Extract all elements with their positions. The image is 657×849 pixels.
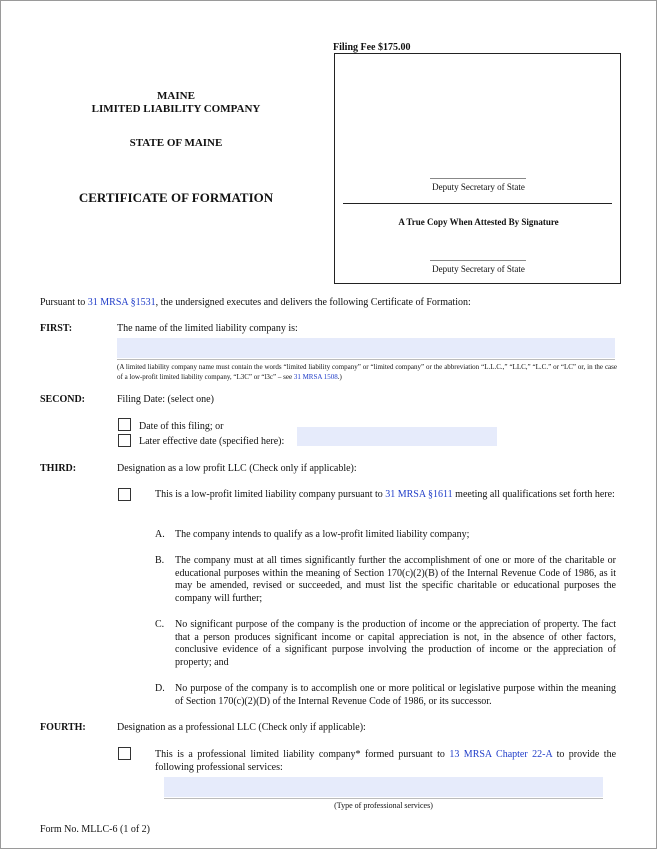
section-third-label: THIRD: — [40, 463, 77, 474]
intro-text: Pursuant to — [40, 297, 88, 308]
section-second-label: SECOND: — [40, 394, 86, 405]
section-fourth-label: FOURTH: — [40, 722, 86, 733]
intro-paragraph — [40, 297, 620, 308]
third-instruction: Designation as a low profit LLC (Check only if applicable): — [117, 463, 357, 474]
services-caption: (Type of professional services) — [334, 801, 433, 810]
date-of-filing-checkbox[interactable] — [118, 418, 131, 431]
item-d-letter: D. — [155, 683, 165, 694]
later-date-field[interactable] — [297, 427, 497, 446]
item-a-text: The company intends to qualify as a low-profit limited liability company; — [175, 529, 470, 540]
services-underline — [164, 798, 603, 799]
statute-link-1531[interactable]: 31 MRSA §1531 — [87, 297, 156, 308]
later-date-label: Later effective date (specified here): — [139, 436, 285, 447]
item-a-letter: A. — [155, 529, 165, 540]
deputy-secretary-label: Deputy Secretary of State — [432, 182, 525, 192]
item-d-text: No purpose of the company is to accomplish one or more political or legislative purpose within the meaning of Section 170(c)(2)(D) of the Internal Revenue Code of 1986, or its successor. — [175, 683, 616, 707]
company-name-field[interactable] — [117, 338, 615, 358]
name-requirement-note — [117, 363, 617, 382]
filing-fee: Filing Fee $175.00 — [333, 42, 411, 53]
section-first-label: FIRST: — [40, 323, 73, 334]
later-date-checkbox[interactable] — [118, 434, 131, 447]
item-c-text: No significant purpose of the company is the production of income or the appreciation of property. The fact that a person produces significant income or capital appreciation is not, in the absence of other factors, conclusive evidence of a significant purpose involving the production of income or the appreciation of property; and — [175, 619, 616, 668]
professional-llc-statement — [155, 749, 616, 774]
signature-line — [430, 260, 526, 261]
box-divider — [343, 203, 612, 204]
low-profit-checkbox[interactable] — [118, 488, 131, 501]
note-text: (A limited liability company name must contain the words “limited liability company” or “limited company” or the abbreviation “L.L.C.,” “LLC,” “L.C.” or “LC” or, in the case of a low-profit limited liability company, “L3C” or “l3c” – see — [117, 363, 617, 381]
date-of-filing-label: Date of this filing; or — [139, 421, 224, 432]
signature-line — [430, 178, 526, 179]
statute-link-chapter-22a[interactable]: 13 MRSA Chapter 22-A — [449, 749, 553, 760]
note-text: .) — [337, 372, 342, 381]
header-state-of-maine: STATE OF MAINE — [129, 137, 223, 149]
professional-services-field[interactable] — [164, 777, 603, 797]
name-underline — [117, 359, 615, 360]
second-instruction: Filing Date: (select one) — [117, 394, 214, 405]
deputy-secretary-label: Deputy Secretary of State — [432, 264, 525, 274]
form-number: Form No. MLLC-6 (1 of 2) — [40, 824, 150, 835]
low-profit-statement — [155, 489, 616, 502]
header-state: MAINE — [157, 90, 195, 102]
statute-link-1508[interactable]: 31 MRSA 1508 — [293, 372, 338, 381]
professional-llc-checkbox[interactable] — [118, 747, 131, 760]
office-use-box — [334, 53, 621, 284]
true-copy-label: A True Copy When Attested By Signature — [398, 217, 559, 227]
statement-text: to provide the following professional services: — [155, 749, 617, 773]
item-b-text: The company must at all times significantly further the accomplishment of one or more of the charitable or educational purposes within the meaning of Section 170(c)(2)(B) of the Internal Revenue Code of 1986, as it may be amended, revised or succeeded, and must list the specific charitable or educational purposes the company will further; — [175, 555, 616, 604]
header-entity-type: LIMITED LIABILITY COMPANY — [91, 103, 261, 115]
first-instruction: The name of the limited liability company is: — [117, 323, 298, 334]
statute-link-1611[interactable]: 31 MRSA §1611 — [385, 489, 453, 500]
statement-text: meeting all qualifications set forth here: — [452, 489, 615, 500]
item-b-letter: B. — [155, 555, 165, 566]
statement-text: This is a low-profit limited liability company pursuant to — [155, 489, 386, 500]
fourth-instruction: Designation as a professional LLC (Check only if applicable): — [117, 722, 366, 733]
item-c-letter: C. — [155, 619, 165, 630]
statement-text: This is a professional limited liability company* formed pursuant to — [155, 749, 450, 760]
intro-text: , the undersigned executes and delivers the following Certificate of Formation: — [155, 297, 471, 308]
page-title: CERTIFICATE OF FORMATION — [78, 190, 274, 205]
